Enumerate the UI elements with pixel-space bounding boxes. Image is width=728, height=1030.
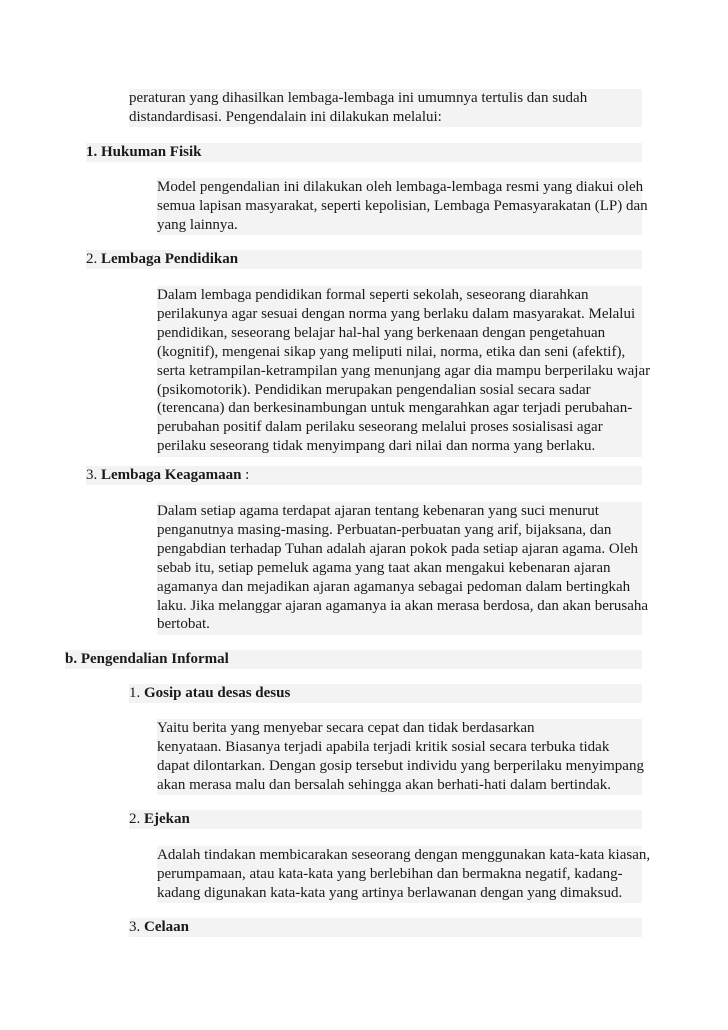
text-line: Adalah tindakan membicarakan seseorang dengan menggunakan kata-kata kiasan,	[157, 847, 651, 863]
text-line: semua lapisan masyarakat, seperti kepolisian, Lembaga Pemasyarakatan (LP) dan	[157, 198, 648, 214]
section-heading-pengendalian-informal	[65, 650, 642, 669]
item-number: 1.	[129, 685, 141, 701]
text-line: serta ketrampilan-ketrampilan yang menunjang agar dia mampu berperilaku wajar	[157, 362, 651, 379]
item-heading-lembaga-keagamaan	[86, 466, 642, 485]
item-heading-hukuman-fisik	[86, 143, 642, 162]
text-line: perubahan positif dalam perilaku seseorang melalui proses sosialisasi agar	[157, 419, 603, 436]
item-heading-gosip	[129, 684, 642, 703]
text-line: (terencana) dan berkesinambungan untuk mengarahkan agar terjadi perubahan-	[157, 400, 633, 417]
text-line: penganutnya masing-masing. Perbuatan-perbuatan yang arif, bijaksana, dan	[157, 521, 612, 538]
item-title: Gosip atau desas desus	[144, 685, 291, 701]
intro-paragraph	[129, 89, 642, 127]
text-line: Model pengendalian ini dilakukan oleh lembaga-lembaga resmi yang diakui oleh	[157, 179, 644, 195]
item-body-hukuman-fisik	[157, 178, 648, 235]
item-title: Ejekan	[144, 811, 190, 827]
text-line: dapat dilontarkan. Dengan gosip tersebut individu yang berperilaku menyimpang	[157, 758, 644, 774]
item-body-ejekan	[157, 846, 651, 903]
text-line: bertobat.	[157, 616, 210, 633]
item-body-lembaga-pendidikan	[157, 286, 651, 457]
text-line: agamanya dan mejadikan ajaran agamanya sebagai pedoman dalam bertingkah	[157, 578, 631, 595]
item-heading-celaan	[129, 918, 642, 937]
item-body-lembaga-keagamaan	[157, 502, 649, 635]
item-heading-ejekan	[129, 810, 642, 829]
item-number: 1.	[86, 144, 98, 160]
text-line: pengabdian terhadap Tuhan adalah ajaran pokok pada setiap ajaran agama. Oleh	[157, 540, 639, 557]
text-line: Dalam setiap agama terdapat ajaran tentang kebenaran yang suci menurut	[157, 503, 599, 519]
text-line: sebab itu, setiap pemeluk agama yang taat akan mengakui kebenaran ajaran	[157, 559, 611, 576]
text-line: perilaku seseorang tidak menyimpang dari nilai dan norma yang berlaku.	[157, 438, 596, 455]
text-line: laku. Jika melanggar ajaran agamanya ia akan merasa berdosa, dan akan berusaha	[157, 597, 649, 614]
text-line: Dalam lembaga pendidikan formal seperti sekolah, seseorang diarahkan	[157, 287, 589, 303]
text-line: distandardisasi. Pengendalain ini dilakukan melalui:	[129, 109, 442, 125]
item-title: Lembaga Pendidikan	[101, 251, 239, 267]
text-line: (psikomotorik). Pendidikan merupakan pengendalian sosial secara sadar	[157, 381, 591, 398]
item-title: Hukuman Fisik	[101, 144, 202, 160]
item-heading-lembaga-pendidikan	[86, 250, 642, 269]
item-suffix: :	[241, 467, 250, 483]
item-body-gosip	[157, 719, 642, 795]
text-line: kenyataan. Biasanya terjadi apabila terjadi kritik sosial secara terbuka tidak	[157, 739, 610, 755]
text-line: Yaitu berita yang menyebar secara cepat dan tidak berdasarkan	[157, 720, 535, 736]
text-line: perilakunya agar sesuai dengan norma yang berlaku dalam masyarakat. Melalui	[157, 305, 636, 322]
text-line: peraturan yang dihasilkan lembaga-lembaga ini umumnya tertulis dan sudah	[129, 90, 588, 106]
section-title: b. Pengendalian Informal	[65, 651, 229, 667]
text-line: kadang digunakan kata-kata yang artinya berlawanan dengan yang dimaksud.	[157, 885, 623, 901]
text-line: akan merasa malu dan bersalah sehingga akan berhati-hati dalam bertindak.	[157, 777, 611, 793]
item-title: Lembaga Keagamaan	[101, 467, 242, 483]
text-line: pendidikan, seseorang belajar hal-hal yang berkenaan dengan pengetahuan	[157, 324, 606, 341]
text-line: yang lainnya.	[157, 217, 238, 233]
text-line: perumpamaan, atau kata-kata yang berlebihan dan bermakna negatif, kadang-	[157, 866, 623, 882]
item-title: Celaan	[144, 919, 189, 935]
text-line: (kognitif), mengenai sikap yang meliputi nilai, norma, etika dan seni (afektif),	[157, 343, 626, 360]
item-number: 3.	[86, 467, 98, 483]
item-number: 3.	[129, 919, 141, 935]
item-number: 2.	[129, 811, 141, 827]
item-number: 2.	[86, 251, 98, 267]
